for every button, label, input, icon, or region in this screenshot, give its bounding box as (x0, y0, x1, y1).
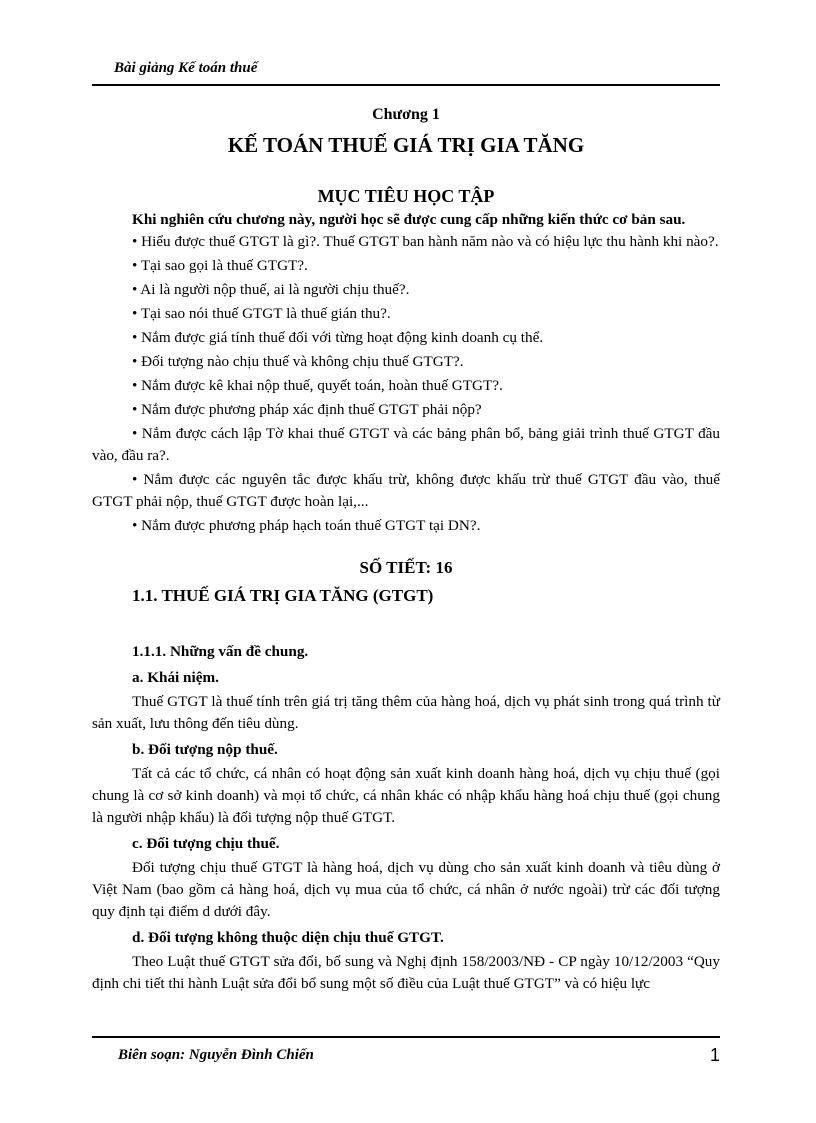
page-header (92, 60, 720, 86)
section-title: 1.1. THUẾ GIÁ TRỊ GIA TĂNG (GTGT) (132, 586, 434, 605)
objectives-lead: Khi nghiên cứu chương này, người học sẽ được cung cấp những kiến thức cơ bản sau. (132, 211, 686, 228)
list-item: • Tại sao nói thuế GTGT là thuế gián thu?. (132, 305, 391, 322)
list-item: • Nắm được phương pháp xác định thuế GTGT phải nộp? (132, 401, 482, 418)
page-number: 1 (709, 1045, 720, 1065)
list-item: • Nắm được các nguyên tắc được khấu trừ, không được khấu trừ thuế GTGT đầu vào, thuế GTGT phải nộp, thuế GTGT được hoàn lại,... (92, 471, 720, 510)
page-content (92, 104, 720, 995)
header-rule (92, 84, 720, 86)
footer-rule (92, 1036, 720, 1038)
list-item: • Tại sao gọi là thuế GTGT?. (132, 257, 308, 274)
list-item: • Ai là người nộp thuế, ai là người chịu thuế?. (132, 281, 410, 298)
paragraph-b: Tất cả các tổ chức, cá nhân có hoạt động sản xuất kinh doanh hàng hoá, dịch vụ chịu thuế (gọi chung là cơ sở kinh doanh) và mọi tổ chức, cá nhân khác có nhập khẩu hàng hoá chịu thuế (gọi chung là người nhập khẩu) là đối tượng nộp thuế GTGT. (92, 765, 720, 826)
chapter-title: KẾ TOÁN THUẾ GIÁ TRỊ GIA TĂNG (227, 133, 585, 157)
heading-b: b. Đối tượng nộp thuế. (132, 741, 278, 758)
footer-author: Biên soạn: Nguyễn Đình Chiến (118, 1047, 314, 1063)
list-item: • Nắm được phương pháp hạch toán thuế GTGT tại DN?. (132, 517, 481, 534)
heading-c: c. Đối tượng chịu thuế. (132, 835, 280, 852)
lesson-count: SỐ TIẾT: 16 (359, 558, 453, 577)
list-item: • Nắm được kê khai nộp thuế, quyết toán, hoàn thuế GTGT?. (132, 377, 503, 394)
paragraph-c: Đối tượng chịu thuế GTGT là hàng hoá, dịch vụ dùng cho sản xuất kinh doanh và tiêu dùng ở Việt Nam (bao gồm cả hàng hoá, dịch vụ mua của tổ chức, cá nhân ở nước ngoài) trừ các đối tượng quy định tại điểm d dưới đây. (92, 859, 720, 920)
objectives-list (92, 231, 720, 537)
page-footer (92, 1036, 720, 1066)
list-item: • Nắm được cách lập Tờ khai thuế GTGT và các bảng phân bổ, bảng giải trình thuế GTGT đầu vào, đầu ra?. (92, 425, 720, 464)
list-item: • Đối tượng nào chịu thuế và không chịu thuế GTGT?. (132, 353, 464, 370)
chapter-label: Chương 1 (372, 106, 440, 123)
objectives-title: MỤC TIÊU HỌC TẬP (317, 186, 495, 206)
header-title: Bài giảng Kế toán thuế (114, 60, 258, 76)
list-item: • Nắm được giá tính thuế đối với từng hoạt động kinh doanh cụ thể. (132, 329, 544, 346)
heading-d: d. Đối tượng không thuộc diện chịu thuế GTGT. (132, 929, 444, 946)
paragraph-a: Thuế GTGT là thuế tính trên giá trị tăng thêm của hàng hoá, dịch vụ phát sinh trong quá trình từ sản xuất, lưu thông đến tiêu dùng. (92, 693, 720, 732)
subsection-title: 1.1.1. Những vấn đề chung. (132, 643, 309, 660)
list-item: • Hiểu được thuế GTGT là gì?. Thuế GTGT ban hành năm nào và có hiệu lực thu hành khi nào?. (132, 233, 719, 250)
heading-a: a. Khái niệm. (132, 669, 219, 686)
paragraph-d: Theo Luật thuế GTGT sửa đổi, bổ sung và Nghị định 158/2003/NĐ - CP ngày 10/12/2003 “Quy định chi tiết thi hành Luật sửa đổi bổ sung một số điều của Luật thuế GTGT” và có hiệu lực (92, 953, 720, 992)
